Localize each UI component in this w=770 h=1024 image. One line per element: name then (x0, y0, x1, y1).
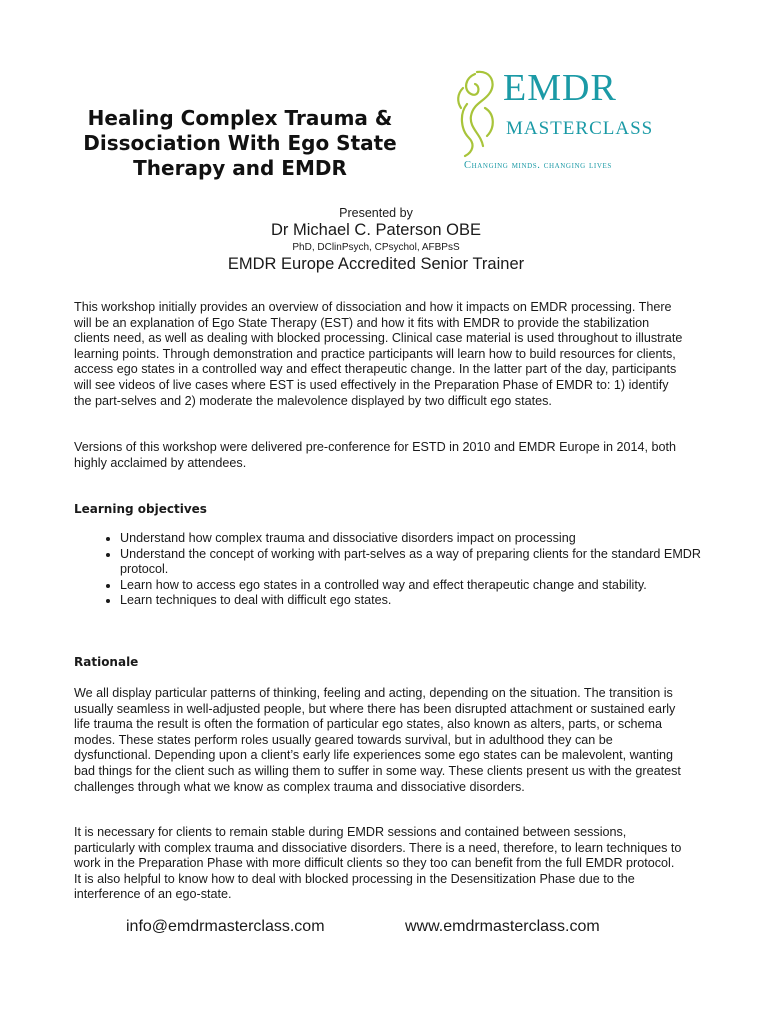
list-item: • Learn techniques to deal with difficult ego states. (120, 593, 710, 609)
list-item: • Understand how complex trauma and dissociative disorders impact on processing (120, 531, 710, 547)
presented-by-label: Presented by (339, 206, 413, 220)
logo-tagline: Changing minds. changing lives (464, 160, 612, 171)
logo-brand-text: EMDR (503, 67, 617, 109)
rationale-heading: Rationale (74, 655, 139, 669)
email-link[interactable]: info@emdrmasterclass.com (126, 918, 325, 935)
learning-objectives-list (96, 531, 710, 609)
intro-paragraph: This workshop initially provides an overview of dissociation and how it impacts on EMDR processing. There will be an explanation of Ego State Therapy (EST) and how it fits with EMDR to provide the stabilization clients need, as well as dealing with blocked processing. Clinical case material is used throughout to illustrate learning points. Through demonstration and practice participants will learn how to build resources for clients, access ego states in a controlled way and effect therapeutic change. In the latter part of the day, participants will see videos of live cases where EST is used effectively in the Preparation Phase of EMDR to: 1) identify the part-selves and 2) moderate the malevolence displayed by two difficult ego states. (74, 300, 683, 408)
title-line: Healing Complex Trauma & (87, 106, 393, 130)
title-line: Therapy and EMDR (133, 156, 347, 180)
title-line: Dissociation With Ego State (83, 131, 397, 155)
presenter-qualifications: PhD, DClinPsych, CPsychol, AFBPsS (292, 242, 460, 253)
emdr-masterclass-logo (455, 64, 665, 176)
document-title (40, 106, 440, 181)
figure-logo-icon (455, 64, 503, 160)
presenter-accreditation: EMDR Europe Accredited Senior Trainer (227, 255, 525, 273)
website-link[interactable]: www.emdrmasterclass.com (405, 918, 600, 935)
list-item: • Learn how to access ego states in a controlled way and effect therapeutic change and stability. (120, 578, 710, 594)
logo-sub-text: MASTERCLASS (506, 118, 654, 139)
learning-objectives-heading: Learning objectives (74, 502, 207, 516)
rationale-paragraph: We all display particular patterns of thinking, feeling and acting, depending on the situation. The transition is usually seamless in well-adjusted people, but where there has been disrupted attachment or sustained early life trauma the result is often the formation of particular ego states, also known as alters, parts, or schema modes. These states perform roles usually geared towards survival, but in adulthood they can be dysfunctional. Depending upon a client’s early life experiences some ego states can be malevolent, wanting bad things for the client such as willing them to suffer in some way. These clients present us with the greatest challenges through what we know as complex trauma and dissociative disorders. (74, 686, 681, 794)
list-item: • Understand the concept of working with part-selves as a way of preparing clients for the standard EMDR protocol. (120, 547, 710, 578)
presenter-name: Dr Michael C. Paterson OBE (271, 221, 481, 239)
rationale-paragraph: It is necessary for clients to remain stable during EMDR sessions and contained between sessions, particularly with complex trauma and dissociative disorders. There is a need, therefore, to learn techniques to work in the Preparation Phase with more difficult clients so they too can benefit from the full EMDR protocol. It is also helpful to know how to deal with blocked processing in the Desensitization Phase due to the interference of an ego-state. (74, 825, 682, 902)
intro-paragraph: Versions of this workshop were delivered pre-conference for ESTD in 2010 and EMDR Europe in 2014, both highly acclaimed by attendees. (74, 440, 677, 470)
